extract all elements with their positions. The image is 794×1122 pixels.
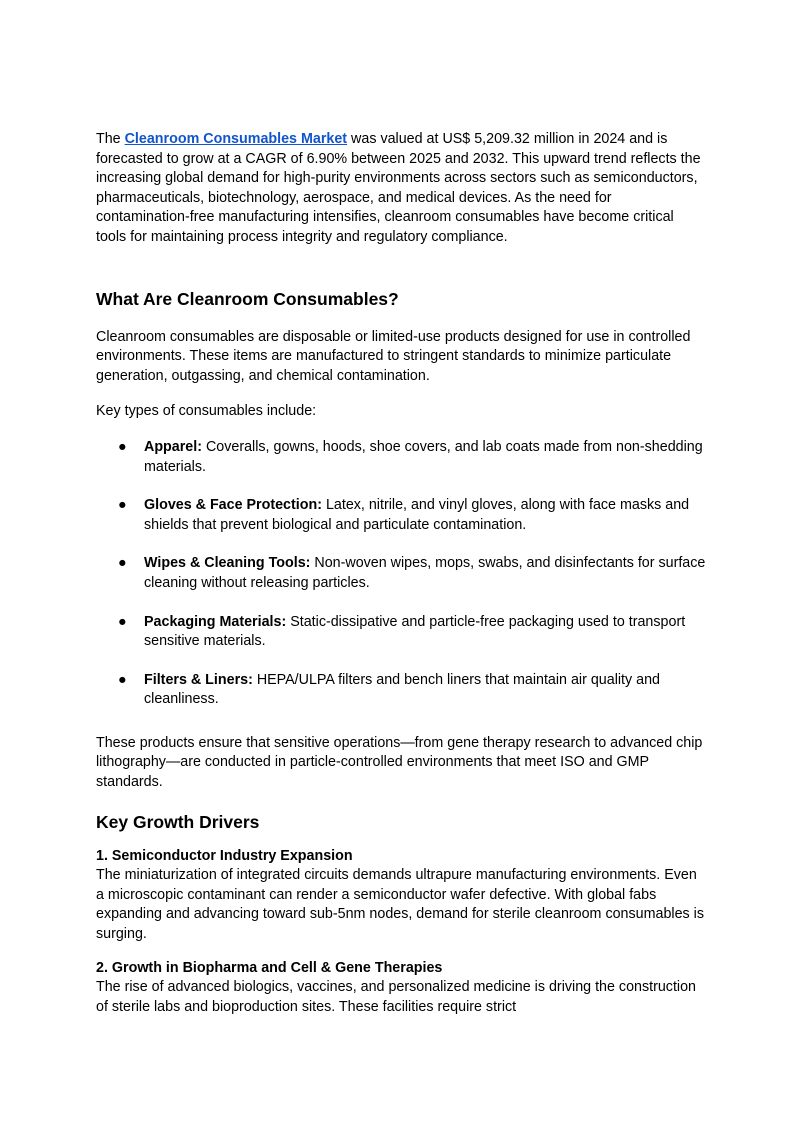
list-item [96, 554, 706, 593]
list-item [96, 613, 706, 652]
consumable-types-list [96, 438, 706, 710]
document-page [96, 130, 706, 1031]
intro-text: was valued at US$ 5,209.32 million in 2024 and is forecasted to grow at a CAGR of 6.90% between 2025 and 2032. This upward trend reflects the increasing global demand for high-purity environments across sectors such as semiconductors, pharmaceuticals, biotechnology, aerospace, and medical devices. As the need for contamination-free manufacturing intensifies, cleanroom consumables have become critical tools for maintaining process integrity and regulatory compliance. [96, 131, 701, 245]
bullet-icon: ● [118, 613, 127, 630]
bullet-icon: ● [118, 497, 127, 514]
bullet-icon: ● [118, 671, 127, 688]
list-item [96, 496, 706, 535]
list-item [96, 671, 706, 710]
item-text: Coveralls, gowns, hoods, shoe covers, and lab coats made from non-shedding materials. [144, 438, 703, 475]
item-title: Apparel: [144, 438, 202, 455]
intro-prefix: The [96, 131, 125, 147]
driver-title: 2. Growth in Biopharma and Cell & Gene Therapies [96, 959, 443, 976]
list-item [96, 438, 706, 477]
item-title: Wipes & Cleaning Tools: [144, 555, 311, 572]
section-heading-what-are: What Are Cleanroom Consumables? [96, 288, 399, 309]
market-link[interactable]: Cleanroom Consumables Market [124, 131, 348, 147]
item-title: Filters & Liners: [144, 671, 253, 688]
driver-text: The miniaturization of integrated circuits demands ultrapure manufacturing environments. Even a microscopic contaminant can render a semiconductor wafer defective. With global fabs expanding and advancing toward sub-5nm nodes, demand for sterile cleanroom consumables is surging. [96, 867, 704, 943]
driver-paragraph [96, 959, 706, 1018]
driver-text: The rise of advanced biologics, vaccines, and personalized medicine is driving the construction of sterile labs and bioproduction sites. These facilities require strict [96, 979, 697, 1015]
driver-paragraph [96, 847, 706, 945]
closing-paragraph: These products ensure that sensitive operations—from gene therapy research to advanced chip lithography—are conducted in particle-controlled environments that meet ISO and GMP standards. [96, 734, 703, 791]
intro-paragraph [96, 130, 706, 248]
list-intro: Key types of consumables include: [96, 403, 317, 420]
item-text: Non-woven wipes, mops, swabs, and disinfectants for surface cleaning without releasing particles. [144, 555, 706, 591]
item-title: Gloves & Face Protection: [144, 497, 322, 514]
section-heading-growth-drivers: Key Growth Drivers [96, 811, 260, 832]
item-title: Packaging Materials: [144, 613, 287, 630]
bullet-icon: ● [118, 555, 127, 572]
driver-title: 1. Semiconductor Industry Expansion [96, 847, 353, 864]
item-text: Latex, nitrile, and vinyl gloves, along with face masks and shields that prevent biological and particulate contamination. [144, 497, 690, 533]
definition-paragraph: Cleanroom consumables are disposable or limited-use products designed for use in controlled environments. These items are manufactured to stringent standards to minimize particulate generation, outgassing, and chemical contamination. [96, 328, 691, 384]
item-text: HEPA/ULPA filters and bench liners that maintain air quality and cleanliness. [144, 671, 660, 708]
item-text: Static-dissipative and particle-free packaging used to transport sensitive materials. [144, 613, 686, 650]
bullet-icon: ● [118, 438, 127, 455]
